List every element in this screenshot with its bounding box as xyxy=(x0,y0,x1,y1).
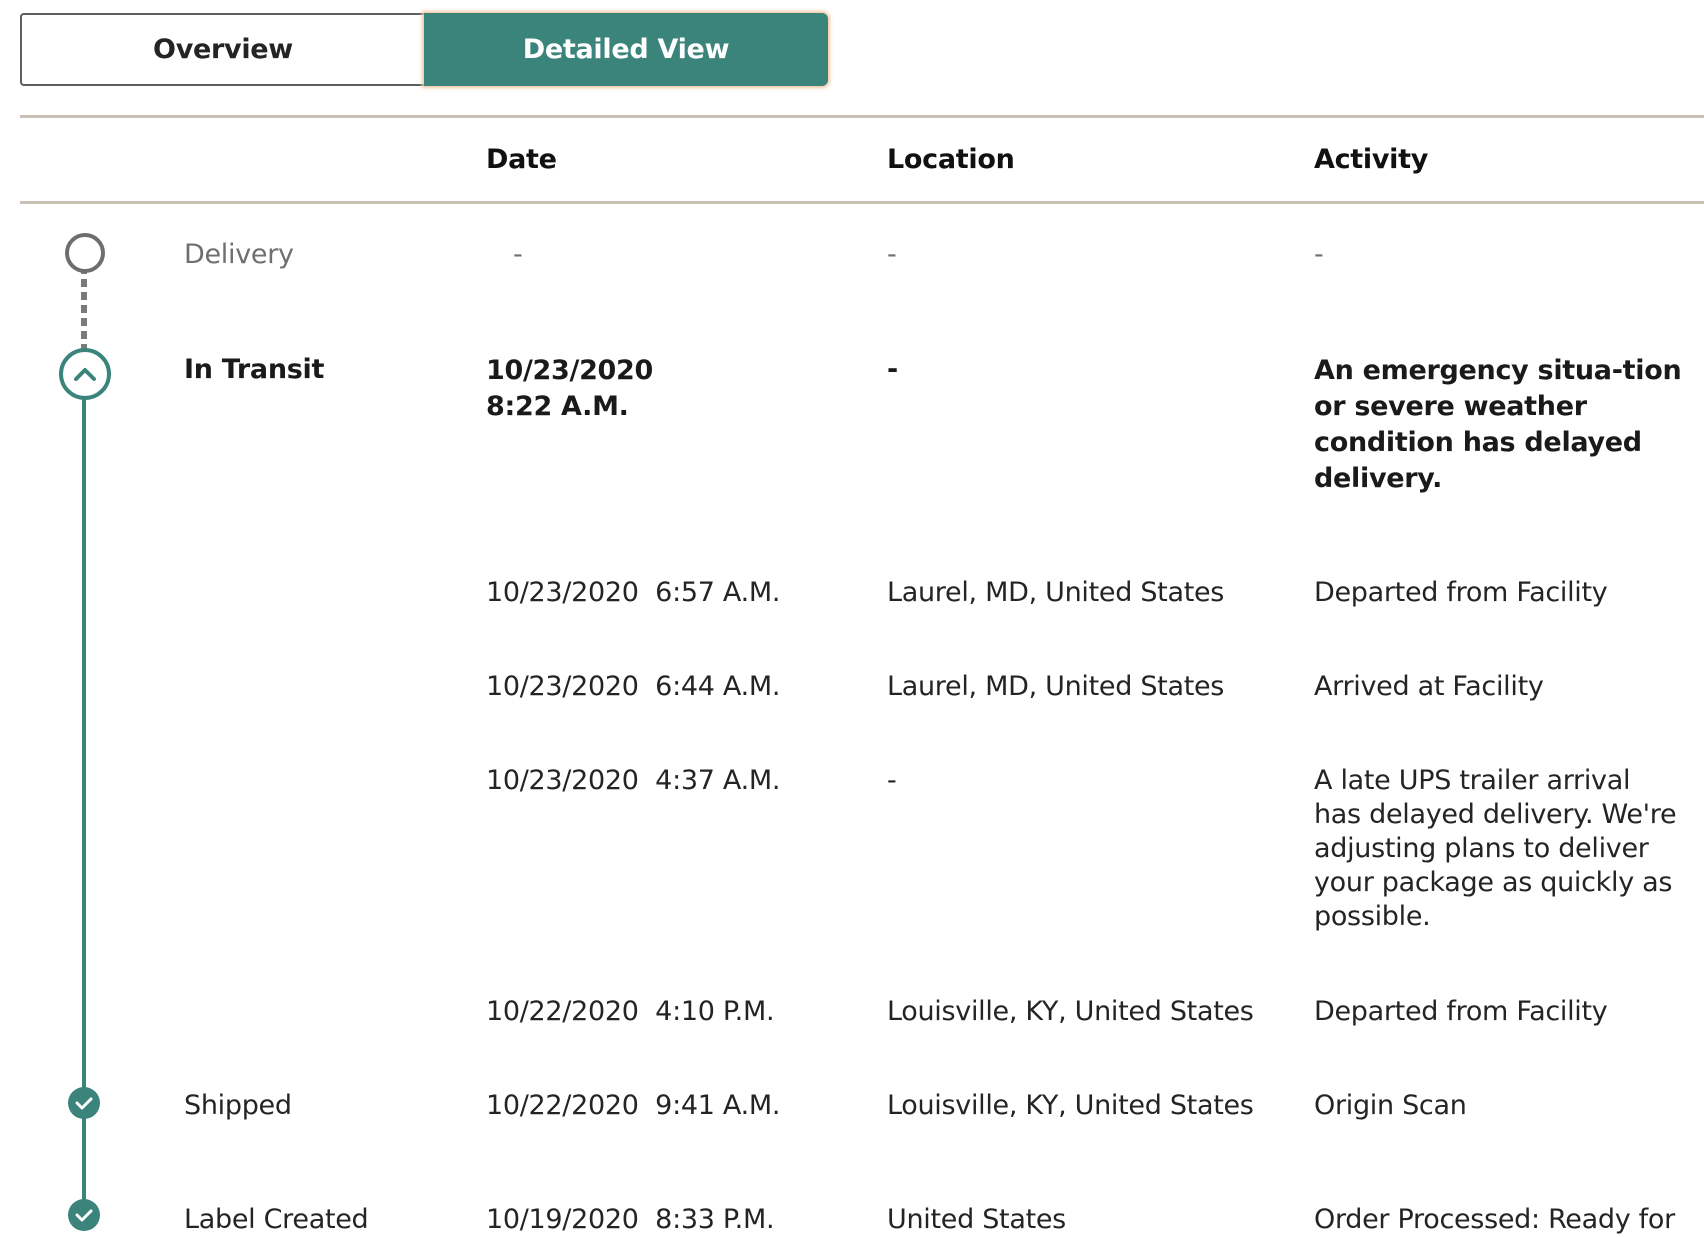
timeline-pending-connector xyxy=(81,266,87,352)
status-label-delivery: Delivery xyxy=(184,239,294,270)
table-cell-location: Louisville, KY, United States xyxy=(887,996,1254,1027)
header-top-divider xyxy=(20,115,1704,118)
table-cell-location: - xyxy=(887,239,897,270)
tab-detailed-view[interactable]: Detailed View xyxy=(424,13,828,86)
table-cell-date: 10/22/2020 9:41 A.M. xyxy=(486,1090,781,1121)
table-cell-date: 10/23/2020 6:44 A.M. xyxy=(486,671,781,702)
table-cell-date: 10/23/2020 6:57 A.M. xyxy=(486,577,781,608)
table-cell-activity: Departed from Facility xyxy=(1314,577,1608,608)
table-cell-date: 10/22/2020 4:10 P.M. xyxy=(486,996,775,1027)
table-cell-activity: - xyxy=(1314,239,1324,270)
column-header-date: Date xyxy=(486,144,557,175)
checkmark-icon xyxy=(75,1096,93,1110)
table-cell-activity: Origin Scan xyxy=(1314,1090,1467,1121)
table-cell-location: Laurel, MD, United States xyxy=(887,671,1225,702)
table-cell-location: - xyxy=(887,354,898,385)
table-cell-activity: Arrived at Facility xyxy=(1314,671,1544,702)
table-cell-activity: Departed from Facility xyxy=(1314,996,1608,1027)
shipped-check-badge xyxy=(68,1087,100,1119)
view-tabs xyxy=(20,13,828,86)
table-cell-date: 10/23/2020 8:22 A.M. xyxy=(486,355,654,422)
tab-overview[interactable]: Overview xyxy=(20,13,424,86)
expand-collapse-button[interactable] xyxy=(59,348,111,400)
column-header-location: Location xyxy=(887,144,1015,175)
table-cell-activity: A late UPS trailer arrival has delayed delivery. We're adjusting plans to deliver your package as quickly as possible. xyxy=(1314,765,1677,932)
header-bottom-divider xyxy=(20,201,1704,204)
status-label-shipped: Shipped xyxy=(184,1090,292,1121)
table-cell-location: United States xyxy=(887,1204,1066,1235)
chevron-up-icon xyxy=(73,366,97,382)
label-created-check-badge xyxy=(68,1199,100,1231)
status-label-label-created: Label Created xyxy=(184,1204,369,1235)
table-cell-location: - xyxy=(887,765,897,796)
table-cell-activity: An emergency situa-tion or severe weather condition has delayed delivery. xyxy=(1314,355,1682,494)
empty-circle-icon xyxy=(65,233,105,273)
column-header-activity: Activity xyxy=(1314,144,1429,175)
table-cell-activity: Order Processed: Ready for xyxy=(1314,1204,1675,1235)
table-cell-date: 10/23/2020 4:37 A.M. xyxy=(486,765,781,796)
table-cell-location: Louisville, KY, United States xyxy=(887,1090,1254,1121)
table-cell-date: 10/19/2020 8:33 P.M. xyxy=(486,1204,775,1235)
status-label-in-transit: In Transit xyxy=(184,354,325,385)
table-cell-date: - xyxy=(513,239,523,270)
checkmark-icon xyxy=(75,1208,93,1222)
table-cell-location: Laurel, MD, United States xyxy=(887,577,1225,608)
